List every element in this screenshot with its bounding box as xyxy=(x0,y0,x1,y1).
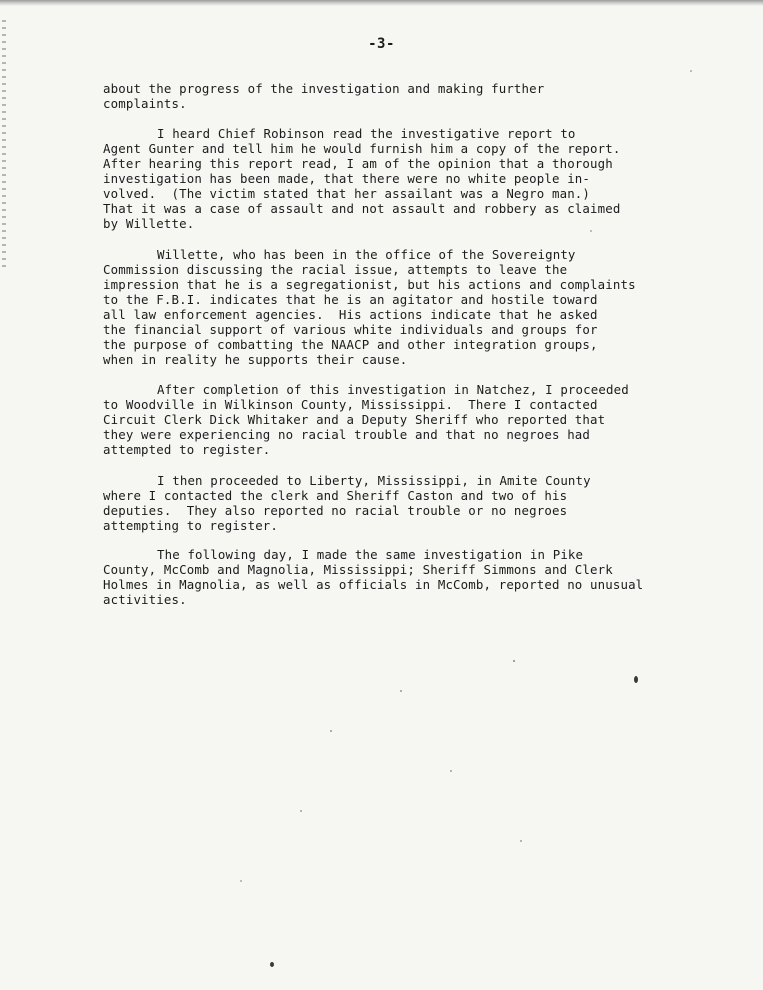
paragraph-6-line-3: Holmes in Magnolia, as well as officials in McComb, reported no unusual xyxy=(103,577,644,592)
paragraph-4-line-5: attempted to register. xyxy=(103,442,271,457)
paragraph-2-line-1: I heard Chief Robinson read the investigative report to xyxy=(157,126,576,141)
paragraph-3-line-1: Willette, who has been in the office of the Sovereignty xyxy=(157,247,576,262)
scan-speck xyxy=(450,770,452,772)
paragraph-5-line-4: attempting to register. xyxy=(103,518,279,533)
paragraph-4-line-2: to Woodville in Wilkinson County, Mississippi. There I contacted xyxy=(103,397,598,412)
scan-speck xyxy=(634,676,638,683)
paragraph-2-line-7: by Willette. xyxy=(103,216,195,231)
paragraph-4-line-4: they were experiencing no racial trouble and that no negroes had xyxy=(103,427,591,442)
scan-speck xyxy=(300,810,302,812)
paragraph-3-line-2: Commission discussing the racial issue, attempts to leave the xyxy=(103,262,568,277)
paragraph-1-line-1: about the progress of the investigation and making further xyxy=(103,81,545,96)
paragraph-2-line-3: After hearing this report read, I am of the opinion that a thorough xyxy=(103,156,613,171)
scan-speck xyxy=(330,730,332,732)
paragraph-5-line-2: where I contacted the clerk and Sheriff Caston and two of his xyxy=(103,488,568,503)
paragraph-3-line-6: the financial support of various white individuals and groups for xyxy=(103,322,598,337)
paragraph-1-line-2: complaints. xyxy=(103,96,187,111)
scan-speck xyxy=(400,690,402,692)
paragraph-3-line-7: the purpose of combatting the NAACP and other integration groups, xyxy=(103,337,598,352)
paragraph-2-line-6: That it was a case of assault and not assault and robbery as claimed xyxy=(103,201,621,216)
paragraph-3-line-3: impression that he is a segregationist, but his actions and complaints xyxy=(103,277,636,292)
scan-speck xyxy=(590,230,592,232)
scan-speck xyxy=(270,962,274,967)
paragraph-2-line-4: investigation has been made, that there were no white people in- xyxy=(103,171,591,186)
paragraph-5-line-1: I then proceeded to Liberty, Mississippi, in Amite County xyxy=(157,473,591,488)
paragraph-6-line-4: activities. xyxy=(103,592,187,607)
scan-speck xyxy=(513,660,515,662)
scan-speck xyxy=(520,840,522,842)
scan-speck xyxy=(690,70,692,72)
paragraph-3-line-8: when in reality he supports their cause. xyxy=(103,352,408,367)
paragraph-4-line-3: Circuit Clerk Dick Whitaker and a Deputy Sheriff who reported that xyxy=(103,412,606,427)
scan-top-edge xyxy=(0,0,763,6)
paragraph-6-line-2: County, McComb and Magnolia, Mississippi; Sheriff Simmons and Clerk xyxy=(103,562,613,577)
scan-speck xyxy=(240,880,242,882)
paragraph-6-line-1: The following day, I made the same investigation in Pike xyxy=(157,547,584,562)
paragraph-5-line-3: deputies. They also reported no racial trouble or no negroes xyxy=(103,503,568,518)
paragraph-3-line-4: to the F.B.I. indicates that he is an agitator and hostile toward xyxy=(103,292,598,307)
scan-left-edge xyxy=(2,20,6,270)
page-number: -3- xyxy=(368,36,395,52)
paragraph-2-line-5: volved. (The victim stated that her assailant was a Negro man.) xyxy=(103,186,591,201)
paragraph-3-line-5: all law enforcement agencies. His actions indicate that he asked xyxy=(103,307,598,322)
paragraph-4-line-1: After completion of this investigation in Natchez, I proceeded xyxy=(157,382,629,397)
paragraph-2-line-2: Agent Gunter and tell him he would furnish him a copy of the report. xyxy=(103,141,621,156)
